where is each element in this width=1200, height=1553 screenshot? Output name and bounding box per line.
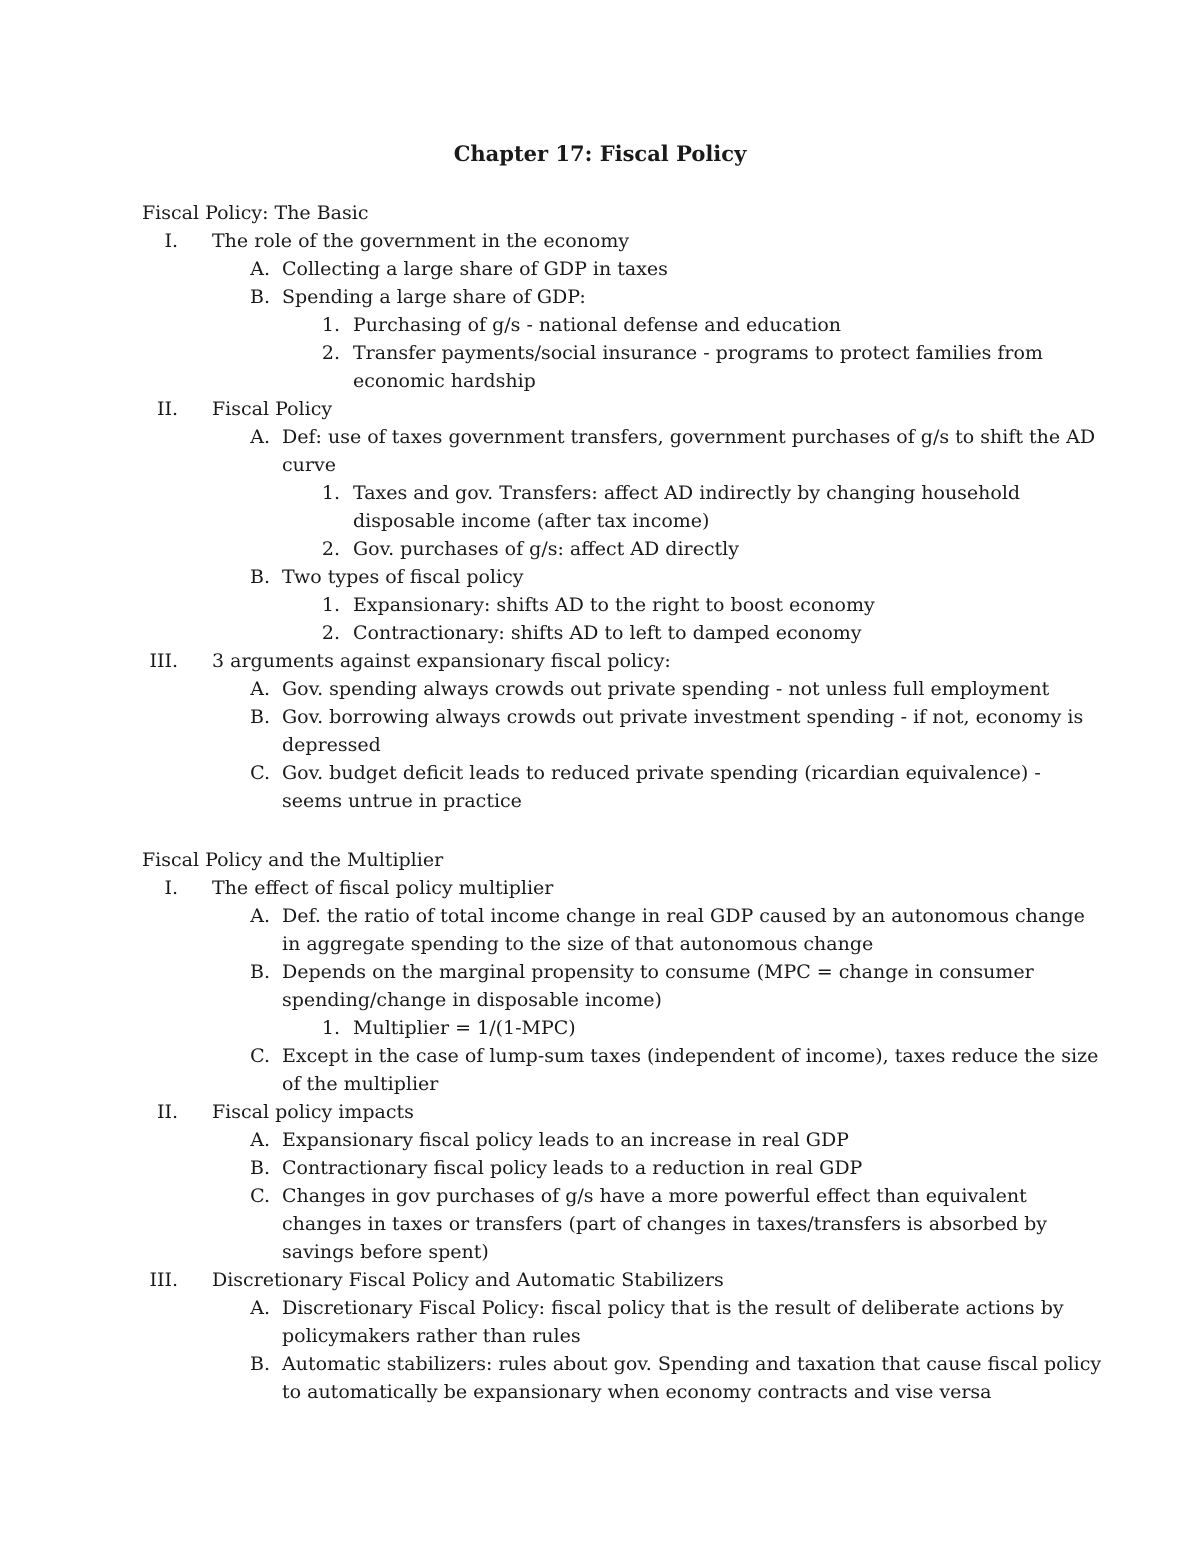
outline-item-level-2 — [142, 675, 1102, 703]
item-text: Expansionary fiscal policy leads to an increase in real GDP — [282, 1129, 849, 1151]
item-text: Def. the ratio of total income change in real GDP caused by an autonomous change in aggregate spending to the size of that autonomous change — [282, 905, 1085, 955]
outline-item-level-2 — [142, 958, 1102, 1014]
item-marker: 2. — [321, 342, 340, 364]
item-text: Transfer payments/social insurance - programs to protect families from economic hardship — [353, 342, 1043, 392]
outline-item-level-1 — [142, 647, 1102, 675]
item-text: Fiscal policy impacts — [212, 1101, 414, 1123]
item-marker: II. — [156, 398, 178, 420]
item-text: Except in the case of lump-sum taxes (independent of income), taxes reduce the size of the multiplier — [282, 1045, 1099, 1095]
section-fiscal-policy-basic — [142, 199, 1102, 815]
outline-item-level-2 — [142, 563, 1102, 591]
item-text: Purchasing of g/s - national defense and education — [353, 314, 842, 336]
item-text: Expansionary: shifts AD to the right to boost economy — [353, 594, 875, 616]
item-marker: A. — [250, 258, 270, 280]
item-text: Fiscal Policy — [212, 398, 333, 420]
item-marker: B. — [249, 706, 270, 728]
item-marker: C. — [250, 1185, 270, 1207]
item-marker: A. — [250, 678, 270, 700]
outline-item-level-2 — [142, 759, 1102, 815]
item-marker: 1. — [321, 1017, 340, 1039]
item-marker: 2. — [321, 622, 340, 644]
item-marker: B. — [249, 286, 270, 308]
item-marker: III. — [149, 650, 178, 672]
item-marker: II. — [156, 1101, 178, 1123]
item-text: Gov. borrowing always crowds out private investment spending - if not, economy is depressed — [282, 706, 1084, 756]
item-marker: 2. — [321, 538, 340, 560]
outline-item-level-3 — [142, 1014, 1102, 1042]
item-marker: C. — [250, 1045, 270, 1067]
item-text: The role of the government in the economy — [212, 230, 630, 252]
section-heading: Fiscal Policy and the Multiplier — [142, 849, 444, 871]
outline-item-level-1 — [142, 227, 1102, 255]
item-marker: A. — [250, 1297, 270, 1319]
item-text: 3 arguments against expansionary fiscal policy: — [212, 650, 671, 672]
item-text: The effect of fiscal policy multiplier — [212, 877, 554, 899]
item-marker: A. — [250, 905, 270, 927]
item-text: Gov. spending always crowds out private spending - not unless full employment — [282, 678, 1050, 700]
outline-item-level-2 — [142, 1042, 1102, 1098]
item-text: Contractionary fiscal policy leads to a reduction in real GDP — [282, 1157, 863, 1179]
item-text: Spending a large share of GDP: — [282, 286, 586, 308]
page-title: Chapter 17: Fiscal Policy — [453, 141, 747, 166]
item-text: Contractionary: shifts AD to left to damped economy — [353, 622, 862, 644]
item-text: Depends on the marginal propensity to consume (MPC = change in consumer spending/change in disposable income) — [282, 961, 1034, 1011]
outline-item-level-2 — [142, 255, 1102, 283]
item-marker: B. — [249, 1157, 270, 1179]
outline-item-level-2 — [142, 703, 1102, 759]
outline-item-level-2 — [142, 1154, 1102, 1182]
outline-item-level-1 — [142, 1098, 1102, 1126]
outline-item-level-3 — [142, 339, 1102, 395]
outline-item-level-1 — [142, 1266, 1102, 1294]
section-fiscal-policy-multiplier — [142, 846, 1102, 1406]
item-text: Gov. budget deficit leads to reduced private spending (ricardian equivalence) - seems untrue in practice — [282, 762, 1041, 812]
outline-item-level-2 — [142, 1350, 1102, 1406]
item-text: Gov. purchases of g/s: affect AD directly — [353, 538, 739, 560]
outline-item-level-1 — [142, 395, 1102, 423]
outline-item-level-3 — [142, 311, 1102, 339]
item-marker: I. — [164, 230, 178, 252]
item-text: Automatic stabilizers: rules about gov. Spending and taxation that cause fiscal policy to automatically be expansionary when economy contracts and vise versa — [282, 1353, 1102, 1403]
item-text: Def: use of taxes government transfers, government purchases of g/s to shift the AD curve — [282, 426, 1096, 476]
item-marker: A. — [250, 426, 270, 448]
item-marker: B. — [249, 1353, 270, 1375]
item-marker: C. — [250, 762, 270, 784]
outline-item-level-2 — [142, 902, 1102, 958]
item-text: Changes in gov purchases of g/s have a more powerful effect than equivalent changes in taxes or transfers (part of changes in taxes/transfers is absorbed by savings before spent) — [282, 1185, 1048, 1263]
item-marker: I. — [164, 877, 178, 899]
item-marker: B. — [249, 566, 270, 588]
outline-item-level-3 — [142, 591, 1102, 619]
outline-item-level-3 — [142, 479, 1102, 535]
item-text: Multiplier = 1/(1-MPC) — [353, 1017, 576, 1039]
item-marker: 1. — [321, 482, 340, 504]
item-marker: B. — [249, 961, 270, 983]
item-marker: A. — [250, 1129, 270, 1151]
outline-item-level-2 — [142, 423, 1102, 479]
outline-item-level-3 — [142, 535, 1102, 563]
item-text: Collecting a large share of GDP in taxes — [282, 258, 668, 280]
item-marker: III. — [149, 1269, 178, 1291]
outline-item-level-2 — [142, 1182, 1102, 1266]
item-text: Discretionary Fiscal Policy and Automatic Stabilizers — [212, 1269, 724, 1291]
item-marker: 1. — [321, 594, 340, 616]
item-marker: 1. — [321, 314, 340, 336]
item-text: Discretionary Fiscal Policy: fiscal policy that is the result of deliberate actions by policymakers rather than rules — [282, 1297, 1064, 1347]
item-text: Taxes and gov. Transfers: affect AD indirectly by changing household disposable income (after tax income) — [353, 482, 1021, 532]
section-heading: Fiscal Policy: The Basic — [142, 202, 369, 224]
outline-item-level-2 — [142, 1294, 1102, 1350]
outline-item-level-2 — [142, 283, 1102, 311]
outline-item-level-2 — [142, 1126, 1102, 1154]
outline-item-level-1 — [142, 874, 1102, 902]
item-text: Two types of fiscal policy — [282, 566, 524, 588]
outline-item-level-3 — [142, 619, 1102, 647]
